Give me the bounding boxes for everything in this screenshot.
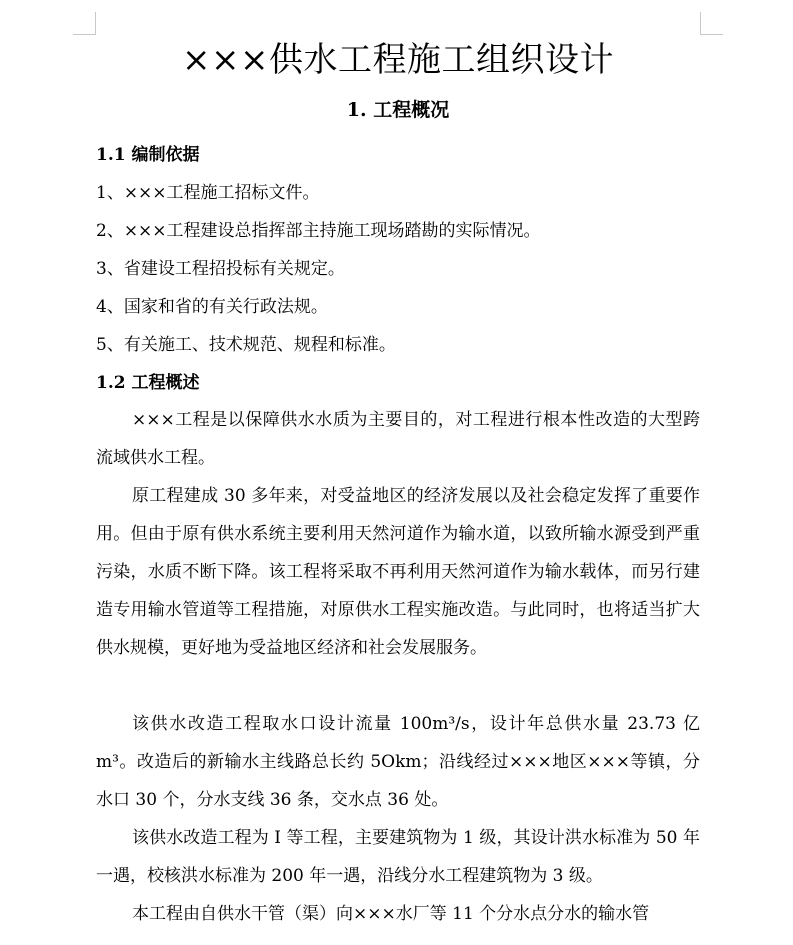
- page-corner-mark-top-right: [700, 12, 723, 35]
- overview-paragraph: ×××工程是以保障供水水质为主要目的，对工程进行根本性改造的大型跨流域供水工程。: [96, 410, 700, 468]
- overview-paragraph: 本工程由自供水干管（渠）向×××水厂等 11 个分水点分水的输水管: [132, 904, 650, 924]
- basis-item: 1、×××工程施工招标文件。: [96, 183, 320, 203]
- basis-item: 2、×××工程建设总指挥部主持施工现场踏勘的实际情况。: [96, 221, 541, 241]
- basis-item: 4、国家和省的有关行政法规。: [96, 297, 328, 317]
- subsection-heading-basis: 1.1 编制依据: [96, 145, 200, 165]
- basis-item: 3、省建设工程招投标有关规定。: [96, 259, 345, 279]
- overview-paragraph: 该供水改造工程为 I 等工程，主要建筑物为 1 级，其设计洪水标准为 50 年一遇，校核洪水标准为 200 年一遇，沿线分水工程建筑物为 3 级。: [96, 828, 700, 886]
- overview-paragraph: 原工程建成 30 多年来，对受益地区的经济发展以及社会稳定发挥了重要作用。但由于原有供水系统主要利用天然河道作为输水道，以致所输水源受到严重污染，水质不断下降。该工程将采取不再利用天然河道作为输水载体，而另行建造专用输水管道等工程措施，对原供水工程实施改造。与此同时，也将适当扩大供水规模，更好地为受益地区经济和社会发展服务。: [96, 486, 700, 658]
- overview-paragraph: 该供水改造工程取水口设计流量 100m³/s，设计年总供水量 23.73 亿 m³。改造后的新输水主线路总长约 5Okm；沿线经过×××地区×××等镇，分水口 30 个，分水支线 36 条，交水点 36 处。: [96, 714, 700, 810]
- subsection-heading-overview: 1.2 工程概述: [96, 373, 200, 393]
- document-title: ×××供水工程施工组织设计: [182, 40, 614, 80]
- basis-item: 5、有关施工、技术规范、规程和标准。: [96, 335, 396, 355]
- section-heading: 1. 工程概况: [346, 99, 450, 121]
- page-corner-mark-top-left: [73, 12, 96, 35]
